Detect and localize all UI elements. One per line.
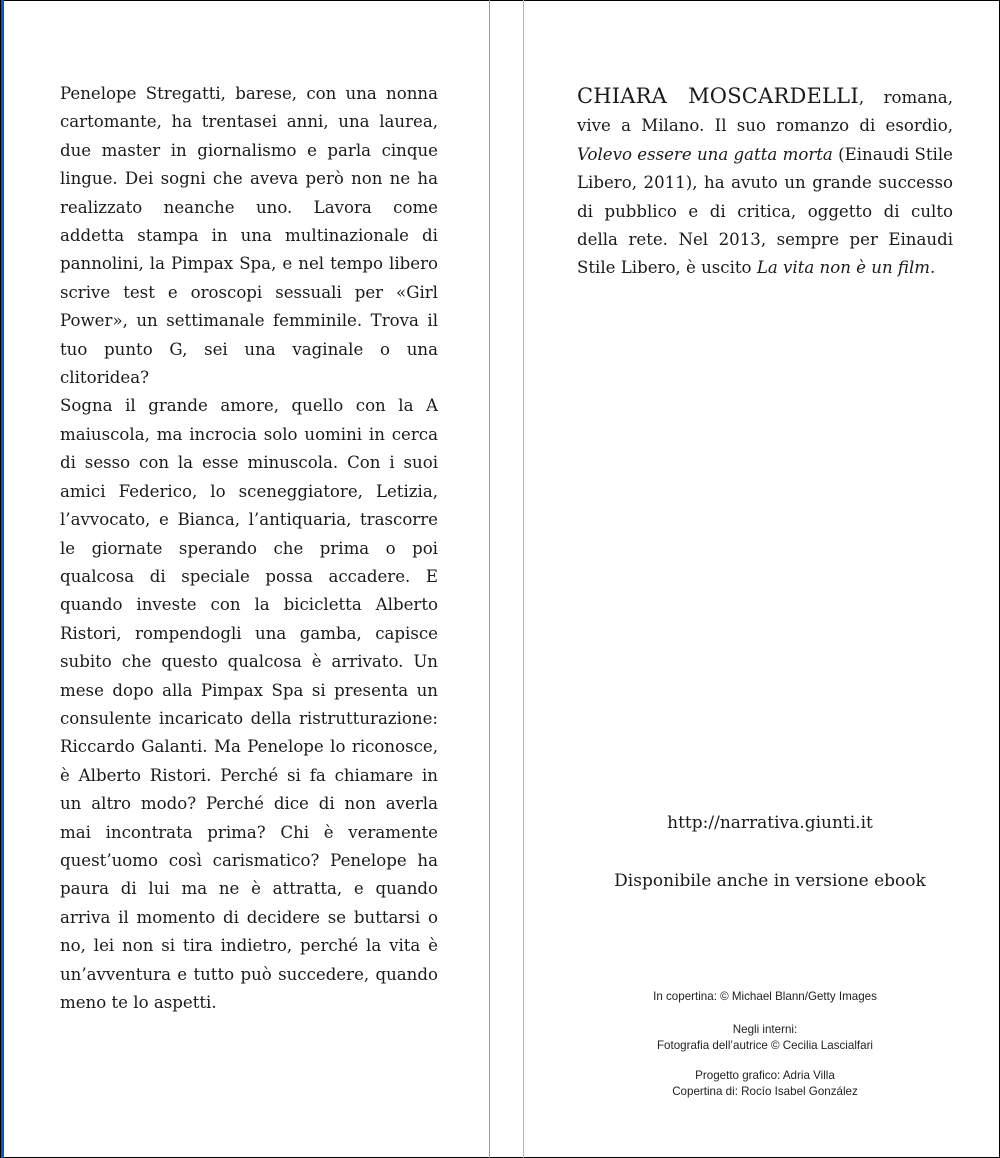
publisher-website: http://narrativa.giunti.it — [667, 813, 873, 833]
synopsis-paragraph-2: Sogna il grande amore, quello con la A maiuscola, ma incrocia solo uomini in cerca di sesso con la esse minuscola. Con i suoi amici Federico, lo sceneggiatore, Letizia, l’avvocato, e Bianca, l’antiquaria, trascorre le giornate sperando che prima o poi qualcosa di speciale possa accadere. E quando investe con la bicicletta Alberto Ristori, rompendogli una gamba, capisce subito che questo qualcosa è arrivato. Un mese dopo alla Pimpax Spa si presenta un consulente incaricato della ristrutturazione: Riccardo Galanti. Ma Penelope lo riconosce, è Alberto Ristori. Perché si fa chiamare in un altro modo? Perché dice di non averla mai incontrata prima? Chi è veramente quest’uomo così carismatico? Penelope ha paura di lui ma ne è attratta, e quando arriva il momento di decidere se buttarsi o no, lei non si tira indietro, perché la vita è un’avventura e tutto può succedere, quando meno te lo aspetti. — [60, 396, 438, 1012]
book-synopsis — [60, 80, 438, 1017]
interior-credit-label: Negli interni: — [732, 1023, 798, 1036]
bio-text-3: . — [930, 258, 936, 278]
author-name: CHIARA MOSCARDELLI — [577, 84, 859, 108]
author-photo-credit: Fotografia dell’autrice © Cecilia Lascialfari — [656, 1039, 874, 1052]
bio-text-1: , romana, vive a Milano. Il suo romanzo di esordio, — [577, 88, 953, 136]
synopsis-paragraph-1: Penelope Stregatti, barese, con una nonna cartomante, ha trentasei anni, una laurea, due master in giornalismo e parla cinque lingue. Dei sogni che aveva però non ne ha realizzato neanche uno. Lavora come addetta stampa in una multinazionale di pannolini, la Pimpax Spa, e nel tempo libero scrive test e oroscopi sessuali per «Girl Power», un settimanale femminile. Trova il tuo punto G, sei una vaginale o una clitoridea? — [60, 84, 438, 388]
graphic-design-credit: Progetto grafico: Adria Villa — [695, 1069, 835, 1082]
bio-book-title-1: Volevo essere una gatta morta — [577, 144, 833, 164]
image-credits — [590, 989, 940, 1114]
cover-design-credit: Copertina di: Rocío Isabel González — [672, 1085, 858, 1098]
ebook-availability-note: Disponibile anche in versione ebook — [614, 871, 926, 891]
fold-line-right — [523, 0, 524, 1158]
cover-photo-credit — [590, 989, 940, 1005]
author-bio — [577, 82, 953, 283]
bio-text-2: (Einaudi Stile Libero, 2011), ha avuto un grande successo di pubblico e di critica, oggetto di culto della rete. Nel 2013, sempre per Einaudi Stile Libero, è uscito — [577, 144, 953, 278]
design-credits — [590, 1068, 940, 1100]
cover-edge-strip — [1, 0, 4, 1158]
fold-line-left — [489, 0, 490, 1158]
cover-photo-credit-text: In copertina: © Michael Blann/Getty Images — [653, 990, 877, 1003]
interior-photo-credit — [590, 1022, 940, 1054]
bio-book-title-2: La vita non è un film — [756, 258, 931, 278]
